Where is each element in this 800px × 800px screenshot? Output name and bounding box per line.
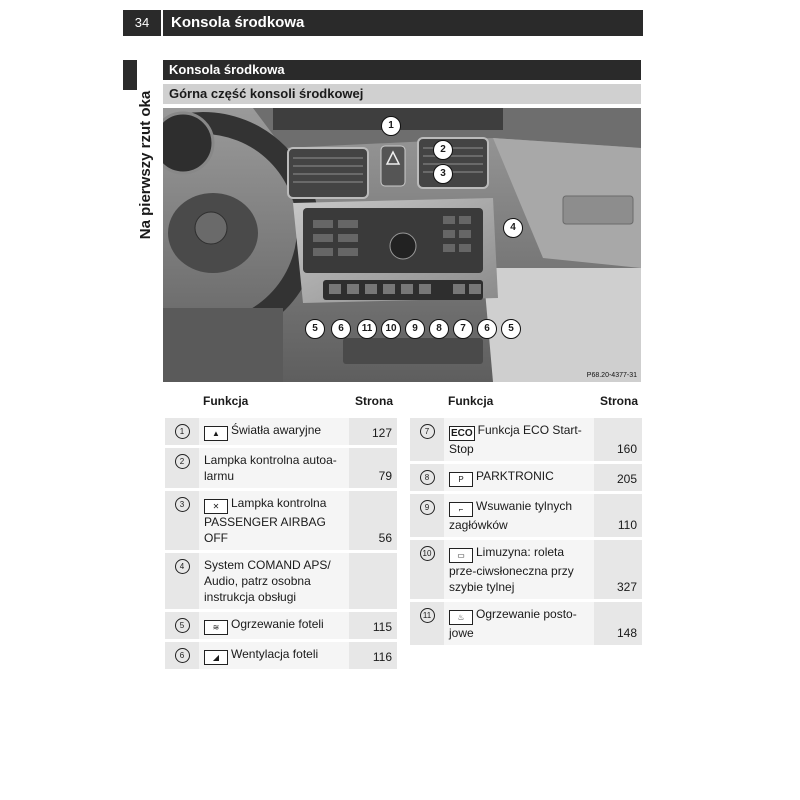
table-row [165,641,397,671]
callout-5-right: 5 [501,319,521,339]
section-subtitle: Górna część konsoli środkowej [163,84,641,104]
row-number: 7 [420,424,435,439]
row-number: 5 [175,618,190,633]
row-function: Wentylacja foteli [231,647,319,661]
row-number: 3 [175,497,190,512]
page-number: 34 [123,10,161,36]
row-page: 79 [349,447,397,490]
row-function: PARKTRONIC [476,469,554,483]
page-header-title: Konsola środkowa [163,10,643,36]
row-function: Światła awaryjne [231,423,322,437]
row-function: Funkcja ECO Start-Stop [449,423,582,456]
row-number: 6 [175,648,190,663]
sunblind-icon: ▭ [449,548,473,563]
callout-4: 4 [503,218,523,238]
callout-5-left: 5 [305,319,325,339]
row-page: 116 [349,641,397,671]
table-row [165,552,397,611]
table-header-function: Funkcja [444,390,594,415]
row-number: 9 [420,500,435,515]
row-function: Lampka kontrolna autoa-larmu [199,447,349,490]
side-tab [123,60,161,270]
callout-10: 10 [381,319,401,339]
table-header-num [165,390,199,415]
row-function: Limuzyna: roleta prze-ciwsłoneczna przy szybie tylnej [449,545,574,594]
table-row [165,447,397,490]
row-page: 56 [349,490,397,552]
row-page: 327 [594,539,642,601]
function-table-left [165,390,397,672]
seat-heating-icon: ≋ [204,620,228,635]
table-row [410,539,642,601]
callout-3: 3 [433,164,453,184]
row-page: 205 [594,463,642,493]
callout-1: 1 [381,116,401,136]
table-row [410,415,642,463]
row-function: Lampka kontrolna PASSENGER AIRBAG OFF [204,496,327,545]
callout-2: 2 [433,140,453,160]
row-number: 1 [175,424,190,439]
function-table-right [410,390,642,648]
side-tab-label: Na pierwszy rzut oka [137,90,154,240]
table-row [410,601,642,647]
callout-9: 9 [405,319,425,339]
row-function: System COMAND APS/ Audio, patrz osobna instrukcja obsługi [199,552,349,611]
table-row [410,493,642,539]
row-page: 115 [349,611,397,641]
callout-6-left: 6 [331,319,351,339]
table-row [165,415,397,447]
airbag-off-icon: ✕ [204,499,228,514]
photo-credit: P68.20-4377-31 [586,372,637,379]
console-illustration [163,108,641,382]
callout-11: 11 [357,319,377,339]
row-number: 10 [420,546,435,561]
table-row [410,463,642,493]
callout-6-right: 6 [477,319,497,339]
table-header-function: Funkcja [199,390,349,415]
hazard-warning-icon: ▲ [204,426,228,441]
row-page: 127 [349,415,397,447]
row-number: 11 [420,608,435,623]
row-number: 4 [175,559,190,574]
row-function: Ogrzewanie foteli [231,617,324,631]
table-header-num [410,390,444,415]
table-row [165,611,397,641]
seat-ventilation-icon: ◢ [204,650,228,665]
row-function: Wsuwanie tylnych zagłówków [449,499,573,532]
table-header-row [410,390,642,415]
headrest-icon: ⌐ [449,502,473,517]
auxiliary-heating-icon: ♨ [449,610,473,625]
row-number: 8 [420,470,435,485]
table-header-page: Strona [349,390,397,415]
callout-7: 7 [453,319,473,339]
row-page: 160 [594,415,642,463]
callout-8: 8 [429,319,449,339]
parktronic-icon: P [449,472,473,487]
row-page: 110 [594,493,642,539]
table-header-row [165,390,397,415]
table-header-page: Strona [594,390,642,415]
row-page [349,552,397,611]
row-number: 2 [175,454,190,469]
section-title: Konsola środkowa [163,60,641,80]
row-function: Ogrzewanie posto-jowe [449,607,577,640]
center-console-photo [163,108,641,382]
table-row [165,490,397,552]
eco-icon: ECO [451,428,473,439]
row-page: 148 [594,601,642,647]
